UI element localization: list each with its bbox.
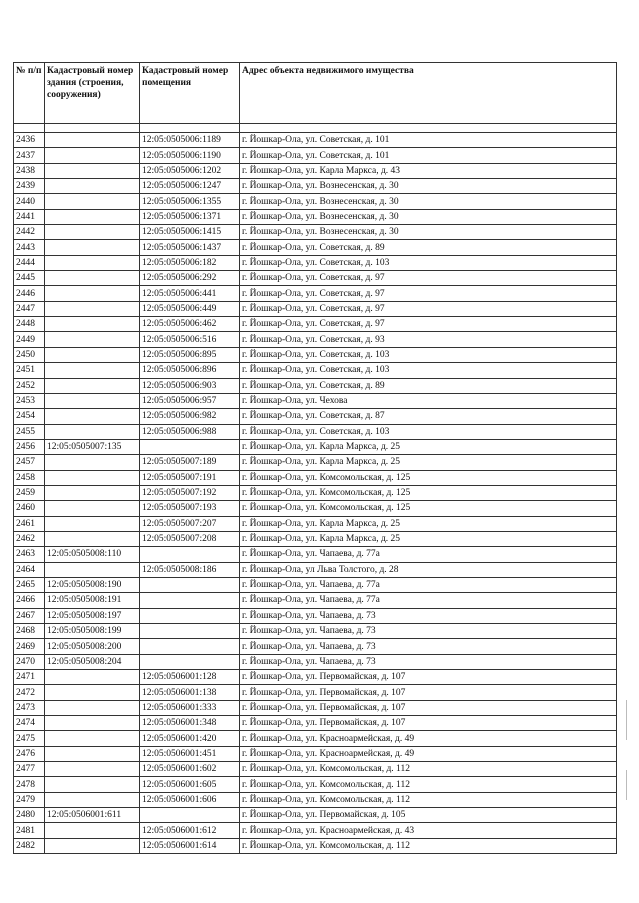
cell-building-cadastral xyxy=(45,393,140,408)
cell-address: г. Йошкар-Ола, ул. Советская, д. 93 xyxy=(240,332,617,347)
cell-building-cadastral: 12:05:0505008:197 xyxy=(45,608,140,623)
cell-building-cadastral xyxy=(45,225,140,240)
cell-number: 2464 xyxy=(14,562,45,577)
cell-premises-cadastral: 12:05:0506001:333 xyxy=(140,700,240,715)
cell-premises-cadastral xyxy=(140,593,240,608)
cell-address: г. Йошкар-Ола, ул. Советская, д. 89 xyxy=(240,378,617,393)
cell-number: 2461 xyxy=(14,516,45,531)
cell-address: г. Йошкар-Ола, ул. Чапаева, д. 77а xyxy=(240,547,617,562)
cell-number: 2463 xyxy=(14,547,45,562)
cell-number: 2449 xyxy=(14,332,45,347)
cell-number: 2459 xyxy=(14,485,45,500)
table-row xyxy=(14,838,617,853)
table-row xyxy=(14,516,617,531)
table-row xyxy=(14,654,617,669)
cell-number: 2441 xyxy=(14,209,45,224)
cell-premises-cadastral: 12:05:0506001:128 xyxy=(140,670,240,685)
table-row xyxy=(14,808,617,823)
cell-premises-cadastral xyxy=(140,808,240,823)
table-row xyxy=(14,531,617,546)
table-row xyxy=(14,347,617,362)
table-row xyxy=(14,409,617,424)
cell-premises-cadastral: 12:05:0505006:449 xyxy=(140,301,240,316)
cell-number: 2480 xyxy=(14,808,45,823)
cell-premises-cadastral: 12:05:0505007:191 xyxy=(140,470,240,485)
cell-building-cadastral xyxy=(45,179,140,194)
cell-premises-cadastral: 12:05:0505006:982 xyxy=(140,409,240,424)
cell-building-cadastral xyxy=(45,838,140,853)
table-row xyxy=(14,547,617,562)
cell-premises-cadastral xyxy=(140,608,240,623)
header-spacer-row xyxy=(14,124,617,133)
cell-premises-cadastral: 12:05:0505006:1247 xyxy=(140,179,240,194)
cell-building-cadastral xyxy=(45,716,140,731)
cell-number: 2455 xyxy=(14,424,45,439)
cell-address: г. Йошкар-Ола, ул. Вознесенская, д. 30 xyxy=(240,179,617,194)
cell-building-cadastral: 12:05:0505007:135 xyxy=(45,439,140,454)
table-row xyxy=(14,792,617,807)
table-row xyxy=(14,501,617,516)
cell-building-cadastral xyxy=(45,455,140,470)
cell-premises-cadastral: 12:05:0506001:602 xyxy=(140,762,240,777)
cell-premises-cadastral: 12:05:0505007:207 xyxy=(140,516,240,531)
cell-number: 2453 xyxy=(14,393,45,408)
cell-address: г. Йошкар-Ола, ул. Карла Маркса, д. 25 xyxy=(240,455,617,470)
cell-building-cadastral xyxy=(45,363,140,378)
cell-number: 2473 xyxy=(14,700,45,715)
cell-building-cadastral: 12:05:0505008:200 xyxy=(45,639,140,654)
cell-building-cadastral xyxy=(45,700,140,715)
cell-premises-cadastral xyxy=(140,547,240,562)
cell-premises-cadastral: 12:05:0505006:182 xyxy=(140,255,240,270)
cell-building-cadastral xyxy=(45,685,140,700)
cell-building-cadastral xyxy=(45,409,140,424)
table-row xyxy=(14,777,617,792)
cell-building-cadastral xyxy=(45,255,140,270)
cell-number: 2471 xyxy=(14,670,45,685)
cell-premises-cadastral: 12:05:0506001:614 xyxy=(140,838,240,853)
cell-building-cadastral xyxy=(45,424,140,439)
cell-building-cadastral xyxy=(45,516,140,531)
cell-building-cadastral xyxy=(45,209,140,224)
cell-premises-cadastral xyxy=(140,439,240,454)
cell-address: г. Йошкар-Ола, ул. Чапаева, д. 77а xyxy=(240,593,617,608)
cell-number: 2479 xyxy=(14,792,45,807)
cell-building-cadastral xyxy=(45,194,140,209)
cell-address: г. Йошкар-Ола, ул. Комсомольская, д. 125 xyxy=(240,485,617,500)
cell-building-cadastral xyxy=(45,301,140,316)
cell-number: 2474 xyxy=(14,716,45,731)
cell-address: г. Йошкар-Ола, ул. Вознесенская, д. 30 xyxy=(240,225,617,240)
scan-artifact-line xyxy=(626,770,627,800)
cell-number: 2475 xyxy=(14,731,45,746)
scan-artifact-line xyxy=(626,700,627,740)
cell-address: г. Йошкар-Ола, ул. Вознесенская, д. 30 xyxy=(240,194,617,209)
cell-premises-cadastral: 12:05:0506001:451 xyxy=(140,746,240,761)
table-row xyxy=(14,716,617,731)
cell-address: г. Йошкар-Ола, ул. Чапаева, д. 73 xyxy=(240,608,617,623)
cell-building-cadastral xyxy=(45,133,140,148)
cell-number: 2472 xyxy=(14,685,45,700)
table-header-row xyxy=(14,63,617,124)
cell-number: 2454 xyxy=(14,409,45,424)
cell-address: г. Йошкар-Ола, ул. Красноармейская, д. 49 xyxy=(240,746,617,761)
cell-address: г. Йошкар-Ола, ул. Советская, д. 103 xyxy=(240,363,617,378)
table-row xyxy=(14,163,617,178)
cell-building-cadastral: 12:05:0505008:110 xyxy=(45,547,140,562)
cell-number: 2462 xyxy=(14,531,45,546)
cell-building-cadastral xyxy=(45,271,140,286)
table-row xyxy=(14,700,617,715)
table-row xyxy=(14,179,617,194)
header-address: Адрес объекта недвижимого имущества xyxy=(240,63,617,124)
cell-address: г. Йошкар-Ола, ул. Советская, д. 101 xyxy=(240,133,617,148)
table-row xyxy=(14,746,617,761)
cell-building-cadastral: 12:05:0505008:204 xyxy=(45,654,140,669)
cell-address: г. Йошкар-Ола, ул. Комсомольская, д. 125 xyxy=(240,470,617,485)
table-row xyxy=(14,209,617,224)
table-row xyxy=(14,363,617,378)
cell-premises-cadastral: 12:05:0505006:903 xyxy=(140,378,240,393)
cell-premises-cadastral: 12:05:0506001:605 xyxy=(140,777,240,792)
cell-premises-cadastral: 12:05:0505006:1202 xyxy=(140,163,240,178)
cell-building-cadastral xyxy=(45,148,140,163)
cell-address: г. Йошкар-Ола, ул. Красноармейская, д. 49 xyxy=(240,731,617,746)
table-row xyxy=(14,194,617,209)
cell-number: 2443 xyxy=(14,240,45,255)
table-row xyxy=(14,424,617,439)
table-row xyxy=(14,240,617,255)
cell-premises-cadastral: 12:05:0505007:208 xyxy=(140,531,240,546)
cell-building-cadastral xyxy=(45,332,140,347)
cell-premises-cadastral: 12:05:0506001:138 xyxy=(140,685,240,700)
cell-number: 2448 xyxy=(14,317,45,332)
table-row xyxy=(14,301,617,316)
table-row xyxy=(14,439,617,454)
table-row xyxy=(14,378,617,393)
cell-address: г. Йошкар-Ола, ул. Советская, д. 89 xyxy=(240,240,617,255)
cell-address: г. Йошкар-Ола, ул. Карла Маркса, д. 25 xyxy=(240,516,617,531)
cell-building-cadastral xyxy=(45,347,140,362)
cell-premises-cadastral xyxy=(140,624,240,639)
cell-number: 2477 xyxy=(14,762,45,777)
header-building-cadastral-number: Кадастровый номер здания (строения, сооружения) xyxy=(45,63,140,124)
header-premises-cadastral-number: Кадастровый номер помещения xyxy=(140,63,240,124)
table-row xyxy=(14,762,617,777)
cell-building-cadastral xyxy=(45,501,140,516)
cell-building-cadastral xyxy=(45,378,140,393)
cell-premises-cadastral: 12:05:0506001:420 xyxy=(140,731,240,746)
cell-number: 2451 xyxy=(14,363,45,378)
cell-number: 2444 xyxy=(14,255,45,270)
cell-address: г. Йошкар-Ола, ул. Первомайская, д. 105 xyxy=(240,808,617,823)
table-row xyxy=(14,332,617,347)
cell-building-cadastral xyxy=(45,731,140,746)
cell-address: г. Йошкар-Ола, ул. Чапаева, д. 73 xyxy=(240,654,617,669)
cell-address: г. Йошкар-Ола, ул. Чапаева, д. 77а xyxy=(240,577,617,592)
table-row xyxy=(14,608,617,623)
cell-premises-cadastral: 12:05:0505006:462 xyxy=(140,317,240,332)
table-row xyxy=(14,685,617,700)
table-row xyxy=(14,577,617,592)
cell-address: г. Йошкар-Ола, ул. Советская, д. 97 xyxy=(240,271,617,286)
cell-address: г. Йошкар-Ола, ул. Чапаева, д. 73 xyxy=(240,639,617,654)
cell-address: г. Йошкар-Ола, ул. Советская, д. 103 xyxy=(240,424,617,439)
cell-address: г. Йошкар-Ола, ул. Советская, д. 87 xyxy=(240,409,617,424)
cell-premises-cadastral: 12:05:0506001:348 xyxy=(140,716,240,731)
cell-building-cadastral xyxy=(45,792,140,807)
table-row xyxy=(14,255,617,270)
cell-number: 2460 xyxy=(14,501,45,516)
cell-address: г. Йошкар-Ола, ул. Вознесенская, д. 30 xyxy=(240,209,617,224)
cell-premises-cadastral xyxy=(140,639,240,654)
cell-premises-cadastral: 12:05:0505006:896 xyxy=(140,363,240,378)
cell-address: г. Йошкар-Ола, ул. Советская, д. 101 xyxy=(240,148,617,163)
cell-premises-cadastral xyxy=(140,577,240,592)
table-row xyxy=(14,470,617,485)
cell-number: 2469 xyxy=(14,639,45,654)
cell-building-cadastral xyxy=(45,317,140,332)
table-row xyxy=(14,148,617,163)
cell-address: г. Йошкар-Ола, ул. Красноармейская, д. 43 xyxy=(240,823,617,838)
cell-premises-cadastral: 12:05:0505007:193 xyxy=(140,501,240,516)
cell-building-cadastral xyxy=(45,670,140,685)
cell-address: г. Йошкар-Ола, ул Льва Толстого, д. 28 xyxy=(240,562,617,577)
cell-address: г. Йошкар-Ола, ул. Советская, д. 103 xyxy=(240,255,617,270)
cell-premises-cadastral: 12:05:0505006:957 xyxy=(140,393,240,408)
table-row xyxy=(14,133,617,148)
cell-number: 2482 xyxy=(14,838,45,853)
cadastral-register-table xyxy=(13,62,617,854)
cell-premises-cadastral: 12:05:0505007:192 xyxy=(140,485,240,500)
cell-number: 2440 xyxy=(14,194,45,209)
cell-address: г. Йошкар-Ола, ул. Карла Маркса, д. 25 xyxy=(240,439,617,454)
cell-building-cadastral xyxy=(45,777,140,792)
cell-premises-cadastral: 12:05:0505008:186 xyxy=(140,562,240,577)
table-row xyxy=(14,393,617,408)
cell-number: 2450 xyxy=(14,347,45,362)
cell-address: г. Йошкар-Ола, ул. Комсомольская, д. 112 xyxy=(240,762,617,777)
table-row xyxy=(14,670,617,685)
table-row xyxy=(14,271,617,286)
cell-number: 2470 xyxy=(14,654,45,669)
cell-premises-cadastral xyxy=(140,654,240,669)
cell-building-cadastral xyxy=(45,163,140,178)
table-row xyxy=(14,593,617,608)
table-row xyxy=(14,286,617,301)
cell-premises-cadastral: 12:05:0505006:1189 xyxy=(140,133,240,148)
cell-address: г. Йошкар-Ола, ул. Первомайская, д. 107 xyxy=(240,670,617,685)
cell-address: г. Йошкар-Ола, ул. Чехова xyxy=(240,393,617,408)
cell-number: 2446 xyxy=(14,286,45,301)
cell-number: 2478 xyxy=(14,777,45,792)
cell-premises-cadastral: 12:05:0505006:1355 xyxy=(140,194,240,209)
cell-building-cadastral xyxy=(45,746,140,761)
table-row xyxy=(14,624,617,639)
cell-building-cadastral xyxy=(45,531,140,546)
cell-address: г. Йошкар-Ола, ул. Первомайская, д. 107 xyxy=(240,716,617,731)
table-body xyxy=(14,133,617,854)
cell-address: г. Йошкар-Ола, ул. Советская, д. 97 xyxy=(240,301,617,316)
table-row xyxy=(14,639,617,654)
cell-number: 2438 xyxy=(14,163,45,178)
table-row xyxy=(14,225,617,240)
cell-address: г. Йошкар-Ола, ул. Первомайская, д. 107 xyxy=(240,685,617,700)
table-row xyxy=(14,731,617,746)
cell-premises-cadastral: 12:05:0506001:612 xyxy=(140,823,240,838)
cell-number: 2452 xyxy=(14,378,45,393)
cell-premises-cadastral: 12:05:0505006:895 xyxy=(140,347,240,362)
cell-address: г. Йошкар-Ола, ул. Первомайская, д. 107 xyxy=(240,700,617,715)
cell-building-cadastral: 12:05:0505008:191 xyxy=(45,593,140,608)
cell-number: 2457 xyxy=(14,455,45,470)
cell-address: г. Йошкар-Ола, ул. Комсомольская, д. 112 xyxy=(240,838,617,853)
table-row xyxy=(14,823,617,838)
cell-premises-cadastral: 12:05:0505007:189 xyxy=(140,455,240,470)
cell-address: г. Йошкар-Ола, ул. Советская, д. 97 xyxy=(240,317,617,332)
cell-building-cadastral xyxy=(45,762,140,777)
cell-address: г. Йошкар-Ола, ул. Комсомольская, д. 125 xyxy=(240,501,617,516)
table-row xyxy=(14,485,617,500)
cell-building-cadastral xyxy=(45,823,140,838)
cell-number: 2465 xyxy=(14,577,45,592)
cell-address: г. Йошкар-Ола, ул. Комсомольская, д. 112 xyxy=(240,792,617,807)
cell-premises-cadastral: 12:05:0505006:516 xyxy=(140,332,240,347)
cell-building-cadastral: 12:05:0506001:611 xyxy=(45,808,140,823)
cell-number: 2476 xyxy=(14,746,45,761)
cell-number: 2442 xyxy=(14,225,45,240)
cell-address: г. Йошкар-Ола, ул. Чапаева, д. 73 xyxy=(240,624,617,639)
cell-premises-cadastral: 12:05:0505006:441 xyxy=(140,286,240,301)
cell-number: 2436 xyxy=(14,133,45,148)
cell-premises-cadastral: 12:05:0505006:988 xyxy=(140,424,240,439)
cell-address: г. Йошкар-Ола, ул. Карла Маркса, д. 25 xyxy=(240,531,617,546)
table-row xyxy=(14,562,617,577)
cell-number: 2466 xyxy=(14,593,45,608)
table-row xyxy=(14,317,617,332)
cell-number: 2481 xyxy=(14,823,45,838)
cell-premises-cadastral: 12:05:0505006:292 xyxy=(140,271,240,286)
cell-building-cadastral xyxy=(45,240,140,255)
cell-number: 2437 xyxy=(14,148,45,163)
cell-address: г. Йошкар-Ола, ул. Советская, д. 103 xyxy=(240,347,617,362)
cell-premises-cadastral: 12:05:0505006:1190 xyxy=(140,148,240,163)
cell-address: г. Йошкар-Ола, ул. Советская, д. 97 xyxy=(240,286,617,301)
cell-address: г. Йошкар-Ола, ул. Комсомольская, д. 112 xyxy=(240,777,617,792)
table-row xyxy=(14,455,617,470)
cell-building-cadastral xyxy=(45,470,140,485)
cell-building-cadastral xyxy=(45,485,140,500)
cell-building-cadastral xyxy=(45,286,140,301)
cell-number: 2468 xyxy=(14,624,45,639)
cell-number: 2456 xyxy=(14,439,45,454)
cell-building-cadastral: 12:05:0505008:199 xyxy=(45,624,140,639)
cell-address: г. Йошкар-Ола, ул. Карла Маркса, д. 43 xyxy=(240,163,617,178)
cell-number: 2467 xyxy=(14,608,45,623)
cell-number: 2458 xyxy=(14,470,45,485)
cell-building-cadastral: 12:05:0505008:190 xyxy=(45,577,140,592)
cell-premises-cadastral: 12:05:0505006:1371 xyxy=(140,209,240,224)
cell-number: 2439 xyxy=(14,179,45,194)
cell-number: 2447 xyxy=(14,301,45,316)
cell-premises-cadastral: 12:05:0506001:606 xyxy=(140,792,240,807)
header-number: № п/п xyxy=(14,63,45,124)
cell-premises-cadastral: 12:05:0505006:1437 xyxy=(140,240,240,255)
cell-building-cadastral xyxy=(45,562,140,577)
cell-number: 2445 xyxy=(14,271,45,286)
cell-premises-cadastral: 12:05:0505006:1415 xyxy=(140,225,240,240)
